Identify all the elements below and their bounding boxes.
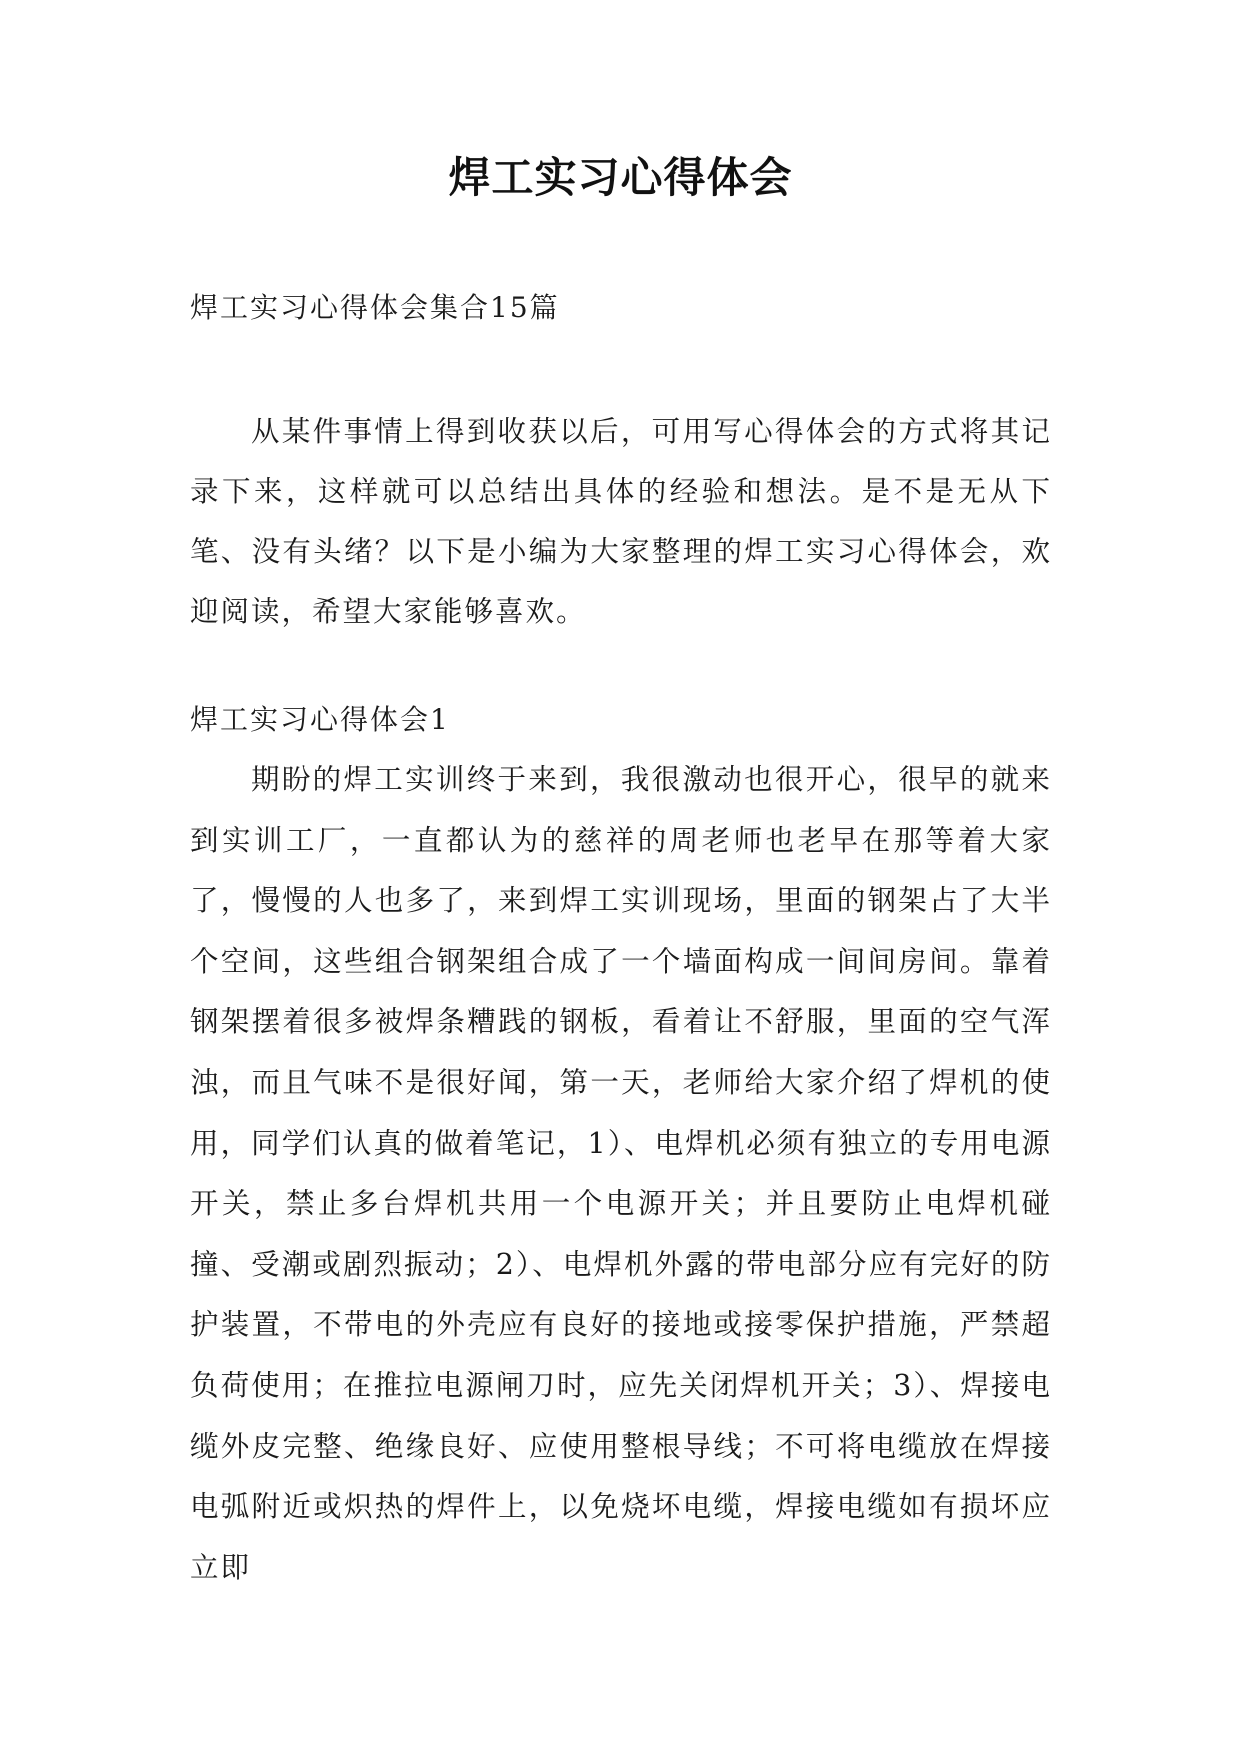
intro-paragraph: 从某件事情上得到收获以后，可用写心得体会的方式将其记录下来，这样就可以总结出具体的经验和想法。是不是无从下笔、没有头绪？以下是小编为大家整理的焊工实习心得体会，欢迎阅读，希望大家能够喜欢。 (190, 415, 1052, 628)
section-heading: 焊工实习心得体会1 (190, 703, 450, 736)
section-body-paragraph: 期盼的焊工实训终于来到，我很激动也很开心，很早的就来到实训工厂，一直都认为的慈祥的周老师也老早在那等着大家了，慢慢的人也多了，来到焊工实训现场，里面的钢架占了大半个空间，这些组合钢架组合成了一个墙面构成一间间房间。靠着钢架摆着很多被焊条糟践的钢板，看着让不舒服，里面的空气浑浊，而且气味不是很好闻，第一天，老师给大家介绍了焊机的使用，同学们认真的做着笔记，1）、电焊机必须有独立的专用电源开关，禁止多台焊机共用一个电源开关；并且要防止电焊机碰撞、受潮或剧烈振动；2）、电焊机外露的带电部分应有完好的防护装置，不带电的外壳应有良好的接地或接零保护措施，严禁超负荷使用；在推拉电源闸刀时，应先关闭焊机开关；3）、焊接电缆外皮完整、绝缘良好、应使用整根导线；不可将电缆放在焊接电弧附近或炽热的焊件上，以免烧坏电缆，焊接电缆如有损坏应立即 (190, 763, 1052, 1584)
document-subtitle: 焊工实习心得体会集合15篇 (190, 291, 560, 324)
document-title: 焊工实习心得体会 (448, 153, 793, 202)
